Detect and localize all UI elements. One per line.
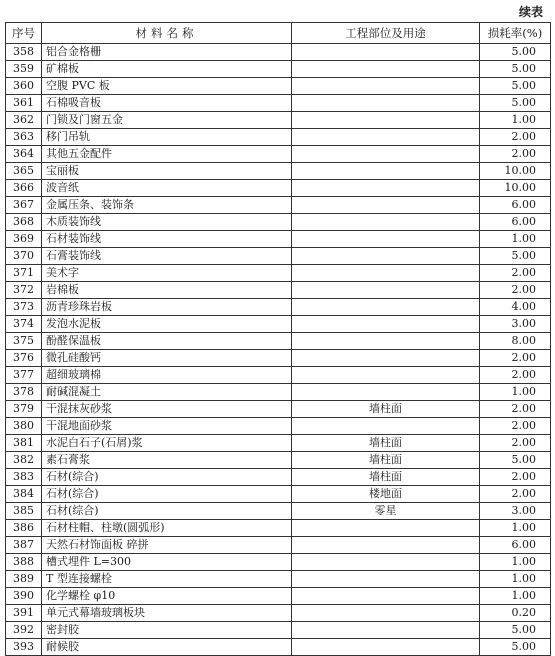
row-number-cell: 373 <box>6 299 42 316</box>
material-name-cell: 微孔硅酸钙 <box>42 350 292 367</box>
loss-rate-cell: 2.00 <box>480 469 551 486</box>
usage-cell <box>292 265 480 282</box>
material-name-cell: 发泡水泥板 <box>42 316 292 333</box>
header-usage: 工程部位及用途 <box>292 23 480 44</box>
table-row <box>6 95 551 112</box>
material-name-cell: 石棉吸音板 <box>42 95 292 112</box>
row-number-cell: 374 <box>6 316 42 333</box>
material-name-cell: 石膏装饰线 <box>42 248 292 265</box>
table-row <box>6 554 551 571</box>
table-row <box>6 503 551 520</box>
row-number-cell: 386 <box>6 520 42 537</box>
material-name-cell: 干混抹灰砂浆 <box>42 401 292 418</box>
row-number-cell: 382 <box>6 452 42 469</box>
table-row <box>6 469 551 486</box>
row-number-cell: 361 <box>6 95 42 112</box>
material-name-cell: 空腹 PVC 板 <box>42 78 292 95</box>
material-name-cell: 石材柱帽、柱墩(圆弧形) <box>42 520 292 537</box>
material-name-cell: 石材装饰线 <box>42 231 292 248</box>
row-number-cell: 383 <box>6 469 42 486</box>
usage-cell <box>292 605 480 622</box>
table-row <box>6 214 551 231</box>
loss-rate-cell: 5.00 <box>480 44 551 61</box>
table-row <box>6 401 551 418</box>
table-row <box>6 588 551 605</box>
row-number-cell: 378 <box>6 384 42 401</box>
loss-rate-cell: 10.00 <box>480 163 551 180</box>
table-row <box>6 520 551 537</box>
row-number-cell: 384 <box>6 486 42 503</box>
loss-rate-cell: 6.00 <box>480 197 551 214</box>
material-name-cell: 干混地面砂浆 <box>42 418 292 435</box>
row-number-cell: 365 <box>6 163 42 180</box>
usage-cell <box>292 350 480 367</box>
usage-cell <box>292 197 480 214</box>
table-row <box>6 146 551 163</box>
loss-rate-cell: 6.00 <box>480 214 551 231</box>
usage-cell <box>292 588 480 605</box>
usage-cell <box>292 95 480 112</box>
usage-cell <box>292 146 480 163</box>
table-row <box>6 486 551 503</box>
table-header <box>6 23 551 44</box>
header-no: 序号 <box>6 23 42 44</box>
material-name-cell: 岩棉板 <box>42 282 292 299</box>
loss-rate-cell: 0.20 <box>480 605 551 622</box>
loss-rate-cell: 10.00 <box>480 180 551 197</box>
usage-cell: 墙柱面 <box>292 452 480 469</box>
usage-cell: 零星 <box>292 503 480 520</box>
table-row <box>6 333 551 350</box>
row-number-cell: 389 <box>6 571 42 588</box>
table-row <box>6 639 551 656</box>
material-name-cell: 其他五金配件 <box>42 146 292 163</box>
material-name-cell: 耐候胶 <box>42 639 292 656</box>
material-name-cell: 密封胶 <box>42 622 292 639</box>
material-name-cell: 波音纸 <box>42 180 292 197</box>
row-number-cell: 372 <box>6 282 42 299</box>
usage-cell <box>292 639 480 656</box>
row-number-cell: 370 <box>6 248 42 265</box>
table-row <box>6 418 551 435</box>
table-row <box>6 537 551 554</box>
material-name-cell: 槽式埋件 L=300 <box>42 554 292 571</box>
usage-cell: 墙柱面 <box>292 469 480 486</box>
material-name-cell: 沥青珍珠岩板 <box>42 299 292 316</box>
usage-cell <box>292 248 480 265</box>
table-row <box>6 384 551 401</box>
row-number-cell: 359 <box>6 61 42 78</box>
usage-cell <box>292 554 480 571</box>
material-name-cell: 素石膏浆 <box>42 452 292 469</box>
loss-rate-cell: 2.00 <box>480 486 551 503</box>
material-name-cell: 木质装饰线 <box>42 214 292 231</box>
material-name-cell: 门锁及门窗五金 <box>42 112 292 129</box>
header-loss-rate: 损耗率(%) <box>480 23 551 44</box>
header-row <box>6 23 551 44</box>
usage-cell <box>292 418 480 435</box>
table-row <box>6 282 551 299</box>
usage-cell <box>292 180 480 197</box>
material-name-cell: 单元式幕墙玻璃板块 <box>42 605 292 622</box>
usage-cell <box>292 367 480 384</box>
loss-rate-cell: 2.00 <box>480 435 551 452</box>
material-name-cell: 水泥白石子(石屑)浆 <box>42 435 292 452</box>
table-row <box>6 112 551 129</box>
material-name-cell: T 型连接螺栓 <box>42 571 292 588</box>
usage-cell <box>292 282 480 299</box>
table-row <box>6 367 551 384</box>
material-name-cell: 酚醛保温板 <box>42 333 292 350</box>
usage-cell <box>292 44 480 61</box>
usage-cell <box>292 384 480 401</box>
loss-rate-cell: 8.00 <box>480 333 551 350</box>
table-row <box>6 163 551 180</box>
row-number-cell: 392 <box>6 622 42 639</box>
material-name-cell: 化学螺栓 φ10 <box>42 588 292 605</box>
usage-cell <box>292 78 480 95</box>
table-row <box>6 44 551 61</box>
table-row <box>6 622 551 639</box>
table-row <box>6 180 551 197</box>
usage-cell <box>292 299 480 316</box>
table-row <box>6 299 551 316</box>
material-name-cell: 矿棉板 <box>42 61 292 78</box>
row-number-cell: 380 <box>6 418 42 435</box>
table-row <box>6 248 551 265</box>
table-row <box>6 61 551 78</box>
loss-rate-cell: 2.00 <box>480 146 551 163</box>
material-name-cell: 耐碱混凝土 <box>42 384 292 401</box>
usage-cell <box>292 112 480 129</box>
row-number-cell: 369 <box>6 231 42 248</box>
table-row <box>6 350 551 367</box>
material-name-cell: 天然石材饰面板 碎拼 <box>42 537 292 554</box>
row-number-cell: 360 <box>6 78 42 95</box>
material-name-cell: 石材(综合) <box>42 503 292 520</box>
row-number-cell: 362 <box>6 112 42 129</box>
table-row <box>6 78 551 95</box>
usage-cell <box>292 129 480 146</box>
table-row <box>6 129 551 146</box>
loss-rate-cell: 3.00 <box>480 503 551 520</box>
loss-rate-cell: 3.00 <box>480 316 551 333</box>
material-name-cell: 石材(综合) <box>42 469 292 486</box>
row-number-cell: 371 <box>6 265 42 282</box>
loss-rate-cell: 1.00 <box>480 231 551 248</box>
table-row <box>6 231 551 248</box>
loss-rate-cell: 5.00 <box>480 95 551 112</box>
usage-cell <box>292 520 480 537</box>
header-material-name: 材料名称 <box>42 23 292 44</box>
loss-rate-cell: 1.00 <box>480 112 551 129</box>
usage-cell: 楼地面 <box>292 486 480 503</box>
row-number-cell: 385 <box>6 503 42 520</box>
row-number-cell: 368 <box>6 214 42 231</box>
row-number-cell: 379 <box>6 401 42 418</box>
usage-cell <box>292 61 480 78</box>
continued-table-label: 续表 <box>518 5 543 19</box>
loss-rate-cell: 2.00 <box>480 401 551 418</box>
loss-rate-cell: 5.00 <box>480 61 551 78</box>
table-row <box>6 571 551 588</box>
loss-rate-cell: 2.00 <box>480 282 551 299</box>
row-number-cell: 391 <box>6 605 42 622</box>
loss-rate-cell: 5.00 <box>480 78 551 95</box>
loss-rate-cell: 4.00 <box>480 299 551 316</box>
loss-rate-cell: 5.00 <box>480 248 551 265</box>
row-number-cell: 376 <box>6 350 42 367</box>
loss-rate-cell: 1.00 <box>480 384 551 401</box>
material-loss-rate-table <box>5 22 551 656</box>
loss-rate-cell: 5.00 <box>480 639 551 656</box>
loss-rate-cell: 5.00 <box>480 452 551 469</box>
table-body <box>6 44 551 656</box>
row-number-cell: 381 <box>6 435 42 452</box>
usage-cell <box>292 214 480 231</box>
loss-rate-cell: 1.00 <box>480 588 551 605</box>
row-number-cell: 366 <box>6 180 42 197</box>
loss-rate-cell: 2.00 <box>480 350 551 367</box>
usage-cell: 墙柱面 <box>292 435 480 452</box>
row-number-cell: 388 <box>6 554 42 571</box>
row-number-cell: 358 <box>6 44 42 61</box>
table-row <box>6 605 551 622</box>
row-number-cell: 364 <box>6 146 42 163</box>
usage-cell <box>292 333 480 350</box>
table-row <box>6 265 551 282</box>
table-row <box>6 316 551 333</box>
loss-rate-cell: 2.00 <box>480 367 551 384</box>
table-row <box>6 197 551 214</box>
material-name-cell: 金属压条、装饰条 <box>42 197 292 214</box>
usage-cell: 墙柱面 <box>292 401 480 418</box>
usage-cell <box>292 231 480 248</box>
row-number-cell: 390 <box>6 588 42 605</box>
usage-cell <box>292 316 480 333</box>
material-name-cell: 石材(综合) <box>42 486 292 503</box>
loss-rate-cell: 6.00 <box>480 537 551 554</box>
row-number-cell: 367 <box>6 197 42 214</box>
loss-rate-cell: 1.00 <box>480 554 551 571</box>
row-number-cell: 387 <box>6 537 42 554</box>
loss-rate-cell: 5.00 <box>480 622 551 639</box>
row-number-cell: 393 <box>6 639 42 656</box>
material-name-cell: 美术字 <box>42 265 292 282</box>
material-name-cell: 铝合金格栅 <box>42 44 292 61</box>
row-number-cell: 375 <box>6 333 42 350</box>
usage-cell <box>292 163 480 180</box>
usage-cell <box>292 571 480 588</box>
loss-rate-cell: 1.00 <box>480 520 551 537</box>
row-number-cell: 377 <box>6 367 42 384</box>
table-row <box>6 435 551 452</box>
loss-rate-cell: 2.00 <box>480 265 551 282</box>
usage-cell <box>292 622 480 639</box>
loss-rate-cell: 1.00 <box>480 571 551 588</box>
material-name-cell: 宝丽板 <box>42 163 292 180</box>
row-number-cell: 363 <box>6 129 42 146</box>
loss-rate-cell: 2.00 <box>480 418 551 435</box>
usage-cell <box>292 537 480 554</box>
loss-rate-cell: 2.00 <box>480 129 551 146</box>
table-row <box>6 452 551 469</box>
material-name-cell: 移门吊轨 <box>42 129 292 146</box>
material-name-cell: 超细玻璃棉 <box>42 367 292 384</box>
